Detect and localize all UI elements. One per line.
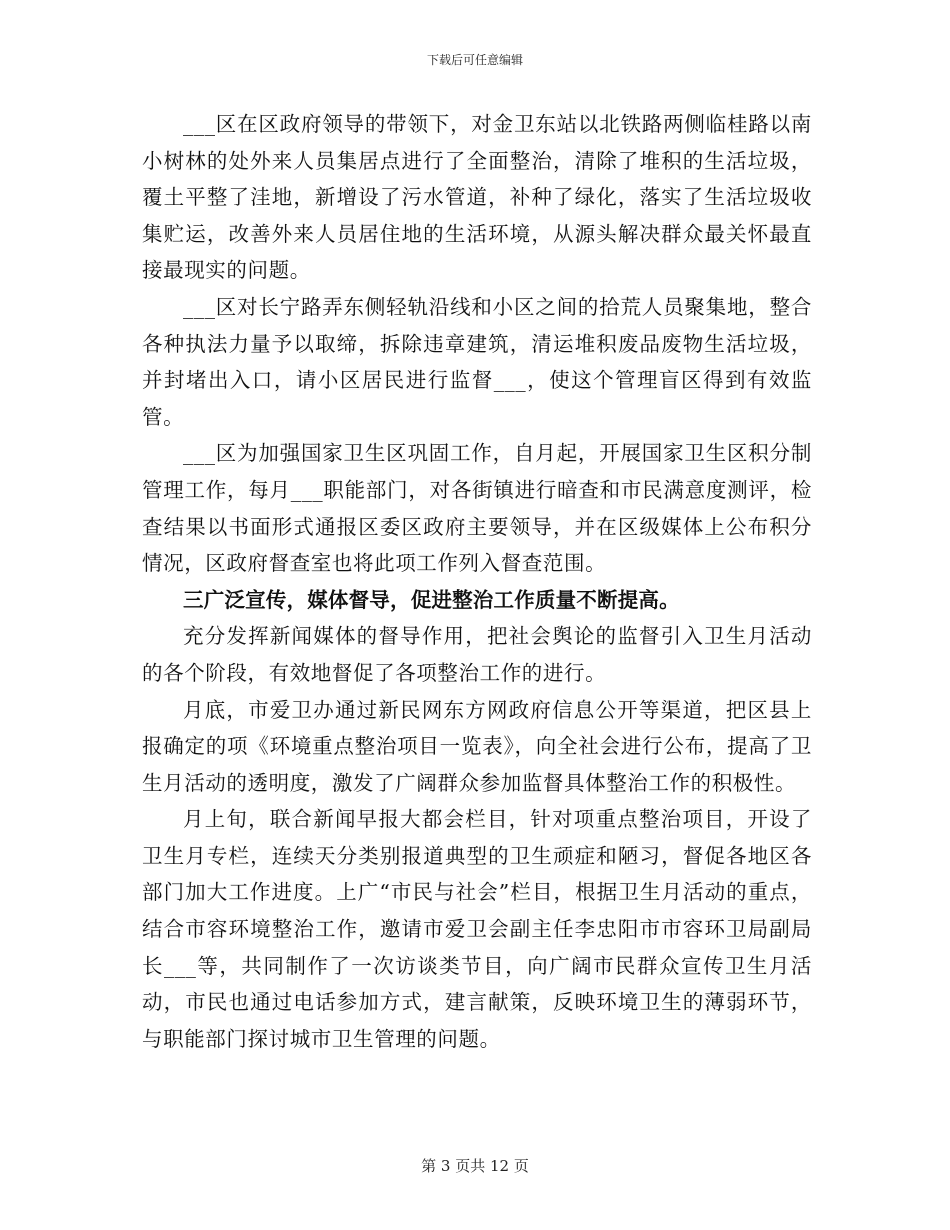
page-number: 第 3 页共 12 页: [421, 1157, 529, 1175]
section-heading: 三广泛宣传，媒体督导，促进整治工作质量不断提高。: [183, 587, 680, 612]
body-paragraph: 月上旬，联合新闻早报大都会栏目，针对项重点整治项目，开设了卫生月专栏，连续天分类别报道典型的卫生顽症和陋习，督促各地区各部门加大工作进度。上广“市民与社会”栏目，根据卫生月活动的重点，结合市容环境整治工作，邀请市爱卫会副主任李忠阳市市容环卫局副局长___等，共同制作了一次访谈类节目，向广阔市民群众宣传卫生月活动，市民也通过电话参加方式，建言献策，反映环境卫生的薄弱环节，与职能部门探讨城市卫生管理的问题。: [142, 807, 812, 1051]
body-paragraph: ___区对长宁路弄东侧轻轨沿线和小区之间的拾荒人员聚集地，整合各种执法力量予以取缔，拆除违章建筑，清运堆积废品废物生活垃圾，并封堵出入口，请小区居民进行监督___，使这个管理盲区得到有效监管。: [142, 294, 812, 429]
document-body: [142, 106, 812, 1057]
body-paragraph: ___区为加强国家卫生区巩固工作，自月起，开展国家卫生区积分制管理工作，每月___职能部门，对各街镇进行暗查和市民满意度测评，检查结果以书面形式通报区委区政府主要领导，并在区级媒体上公布积分情况，区政府督查室也将此项工作列入督查范围。: [142, 441, 812, 576]
body-paragraph: ___区在区政府领导的带领下，对金卫东站以北铁路两侧临桂路以南小树林的处外来人员集居点进行了全面整治，清除了堆积的生活垃圾，覆土平整了洼地，新增设了污水管道，补种了绿化，落实了生活垃圾收集贮运，改善外来人员居住地的生活环境，从源头解决群众最关怀最直接最现实的问题。: [142, 112, 812, 283]
body-paragraph: 充分发挥新闻媒体的督导作用，把社会舆论的监督引入卫生月活动的各个阶段，有效地督促了各项整治工作的进行。: [142, 624, 812, 685]
body-paragraph: 月底，市爱卫办通过新民网东方网政府信息公开等渠道，把区县上报确定的项《环境重点整治项目一览表》，向全社会进行公布，提高了卫生月活动的透明度，激发了广阔群众参加监督具体整治工作的积极性。: [142, 697, 812, 795]
page-header: 下载后可任意编辑: [426, 53, 523, 67]
